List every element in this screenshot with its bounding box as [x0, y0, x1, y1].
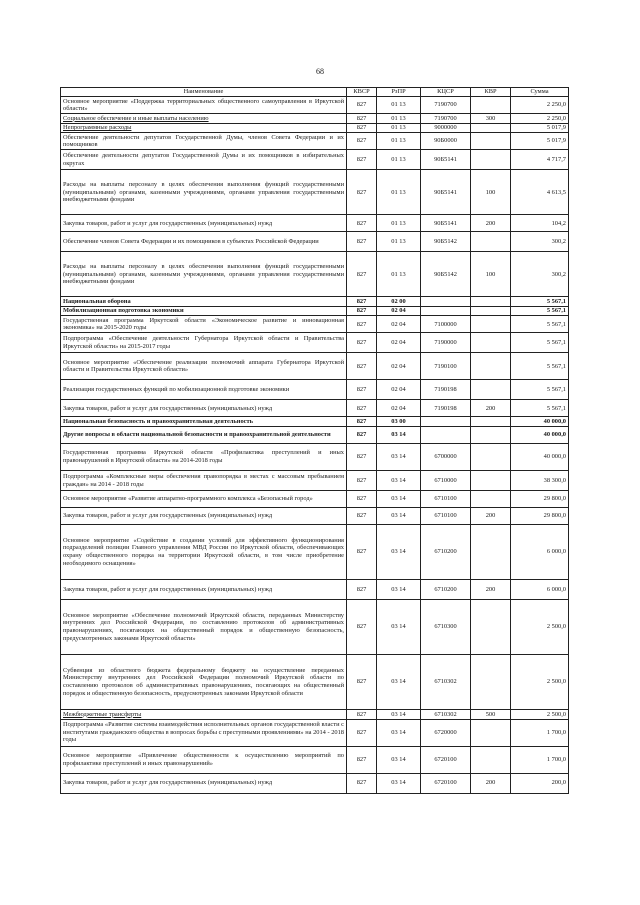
cell-kvsr: 827 [347, 491, 377, 508]
row-name-text: Основное мероприятие «Поддержка территориальных общественного самоуправления в Иркутской области» [63, 97, 344, 113]
cell-kvsr: 827 [347, 417, 377, 427]
cell-sum: 5 567,1 [511, 353, 569, 380]
cell-name [61, 316, 347, 333]
cell-kvr: 200 [471, 580, 511, 600]
cell-sum: 2 250,0 [511, 114, 569, 124]
cell-kvsr: 827 [347, 97, 377, 114]
cell-sum: 5 017,9 [511, 123, 569, 133]
row-name-text: Другие вопросы в области национальной безопасности и правоохранительной деятельности [63, 431, 331, 439]
cell-kvr [471, 97, 511, 114]
cell-kvr: 500 [471, 710, 511, 720]
table-row [61, 114, 569, 124]
budget-table [60, 87, 569, 794]
cell-name [61, 400, 347, 417]
cell-rzpr: 03 14 [377, 444, 421, 471]
cell-rzpr: 03 14 [377, 525, 421, 580]
cell-rzpr: 02 04 [377, 306, 421, 316]
cell-kvr [471, 525, 511, 580]
cell-rzpr: 03 14 [377, 655, 421, 710]
cell-kcsr: 6710100 [421, 508, 471, 525]
cell-rzpr: 01 13 [377, 252, 421, 297]
cell-name [61, 114, 347, 124]
row-name-text: Закупка товаров, работ и услуг для государственных (муниципальных) нужд [63, 779, 273, 787]
cell-kvr [471, 306, 511, 316]
cell-kcsr: 90Б5141 [421, 150, 471, 170]
table-row [61, 380, 569, 400]
cell-kvsr: 827 [347, 114, 377, 124]
cell-kcsr: 90Б5142 [421, 252, 471, 297]
row-name-text: Закупка товаров, работ и услуг для государственных (муниципальных) нужд [63, 219, 273, 227]
cell-name [61, 746, 347, 773]
cell-rzpr: 01 13 [377, 232, 421, 252]
cell-sum: 40 000,0 [511, 417, 569, 427]
cell-rzpr: 01 13 [377, 215, 421, 232]
row-name-text: Государственная программа Иркутской области «Экономическое развитие и инновационная экономика» на 2015-2020 годы [63, 316, 344, 332]
cell-kvsr: 827 [347, 746, 377, 773]
cell-kvr [471, 123, 511, 133]
table-row [61, 297, 569, 307]
row-name-text: Закупка товаров, работ и услуг для государственных (муниципальных) нужд [63, 585, 273, 593]
cell-name [61, 525, 347, 580]
table-row [61, 580, 569, 600]
cell-sum: 6 000,0 [511, 580, 569, 600]
cell-name [61, 580, 347, 600]
row-name-text: Мобилизационная подготовка экономики [63, 307, 184, 315]
cell-sum: 38 300,0 [511, 471, 569, 491]
row-name-text: Закупка товаров, работ и услуг для государственных (муниципальных) нужд [63, 404, 273, 412]
table-row [61, 773, 569, 793]
cell-kvr [471, 297, 511, 307]
header-sum: Сумма [511, 88, 569, 97]
cell-kvr [471, 333, 511, 353]
cell-name [61, 491, 347, 508]
cell-sum: 5 567,1 [511, 297, 569, 307]
row-name-text: Основное мероприятие «Обеспечение реализации полномочий аппарата Губернатора Иркутской области и Правительства Иркутской области» [63, 358, 344, 374]
cell-kcsr: 6720000 [421, 719, 471, 746]
cell-sum: 300,2 [511, 252, 569, 297]
row-name-text: Основное мероприятие «Привлечение общественности к осуществлению мероприятий по профилактике преступлений и иных правонарушений» [63, 752, 344, 767]
row-name-text: Закупка товаров, работ и услуг для государственных (муниципальных) нужд [63, 512, 273, 520]
cell-kcsr: 6720100 [421, 773, 471, 793]
cell-rzpr: 03 14 [377, 719, 421, 746]
cell-kcsr: 7190198 [421, 380, 471, 400]
cell-kcsr: 7190100 [421, 353, 471, 380]
cell-kvr [471, 600, 511, 655]
cell-kvsr: 827 [347, 252, 377, 297]
row-name-text: Межбюджетные трансферты [63, 710, 142, 718]
cell-kcsr: 7190000 [421, 333, 471, 353]
header-kcsr: КЦСР [421, 88, 471, 97]
cell-kcsr: 90Б5141 [421, 170, 471, 215]
cell-kvsr: 827 [347, 232, 377, 252]
header-kvr: КВР [471, 88, 511, 97]
cell-rzpr: 02 00 [377, 297, 421, 307]
cell-kvsr: 827 [347, 400, 377, 417]
cell-kcsr [421, 297, 471, 307]
cell-rzpr: 02 04 [377, 353, 421, 380]
table-row [61, 215, 569, 232]
cell-sum: 5 567,1 [511, 400, 569, 417]
cell-sum: 4 613,5 [511, 170, 569, 215]
cell-kcsr [421, 427, 471, 444]
cell-name [61, 508, 347, 525]
cell-name [61, 252, 347, 297]
cell-kcsr: 90Б5141 [421, 215, 471, 232]
cell-name [61, 471, 347, 491]
cell-kcsr: 90Б5142 [421, 232, 471, 252]
cell-kvr [471, 746, 511, 773]
cell-name [61, 353, 347, 380]
row-name-text: Обеспечение деятельности депутатов Государственной Думы и их помощников в избирательных округах [63, 152, 344, 167]
cell-sum: 104,2 [511, 215, 569, 232]
cell-sum: 5 567,1 [511, 333, 569, 353]
cell-kcsr: 7190700 [421, 114, 471, 124]
cell-sum: 300,2 [511, 232, 569, 252]
cell-rzpr: 03 14 [377, 580, 421, 600]
cell-name [61, 133, 347, 150]
cell-kvr: 300 [471, 114, 511, 124]
cell-rzpr: 03 14 [377, 491, 421, 508]
header-rzpr: РзПР [377, 88, 421, 97]
row-name-text: Подпрограмма «Комплексные меры обеспечения правопорядка в местах с массовым пребыванием граждан» на 2014 - 2018 годы [63, 472, 344, 488]
table-row [61, 444, 569, 471]
cell-kvsr: 827 [347, 444, 377, 471]
cell-kvsr: 827 [347, 508, 377, 525]
row-name-text: Основное мероприятие «Обеспечение полномочий Иркутской области, переданных Министерству внутренних дел Российской Федерации, по составлению протоколов об административных правонарушениях, посягающих на общественный порядок и общественную безопасность, предусмотренных законами Иркутской области» [63, 611, 344, 642]
cell-kcsr: 6710100 [421, 491, 471, 508]
table-row [61, 316, 569, 333]
cell-sum: 200,0 [511, 773, 569, 793]
cell-kvr [471, 427, 511, 444]
cell-kcsr: 9000000 [421, 123, 471, 133]
table-row [61, 306, 569, 316]
table-row [61, 525, 569, 580]
row-name-text: Непрограммные расходы [63, 124, 132, 132]
cell-name [61, 150, 347, 170]
cell-kvr [471, 719, 511, 746]
table-row [61, 232, 569, 252]
row-name-text: Расходы на выплаты персоналу в целях обеспечения выполнения функций государственными (муниципальными) органами, казенными учреждениями, органами управления государственными внебюджетными фондами [63, 262, 344, 286]
cell-kcsr: 6720100 [421, 746, 471, 773]
cell-kvsr: 827 [347, 150, 377, 170]
cell-name [61, 427, 347, 444]
table-row [61, 353, 569, 380]
cell-sum: 1 700,0 [511, 746, 569, 773]
cell-kcsr: 6710302 [421, 655, 471, 710]
cell-sum: 1 700,0 [511, 719, 569, 746]
cell-sum: 2 250,0 [511, 97, 569, 114]
cell-name [61, 773, 347, 793]
cell-name [61, 232, 347, 252]
cell-kvr: 100 [471, 170, 511, 215]
cell-sum: 29 800,0 [511, 491, 569, 508]
cell-kvr [471, 316, 511, 333]
table-row [61, 133, 569, 150]
cell-rzpr: 01 13 [377, 114, 421, 124]
cell-kvr [471, 150, 511, 170]
cell-rzpr: 03 14 [377, 773, 421, 793]
table-row [61, 170, 569, 215]
cell-kcsr: 6710200 [421, 580, 471, 600]
cell-name [61, 600, 347, 655]
cell-kvsr: 827 [347, 215, 377, 232]
cell-kvsr: 827 [347, 133, 377, 150]
cell-kcsr [421, 306, 471, 316]
cell-rzpr: 03 14 [377, 746, 421, 773]
cell-kcsr: 6710302 [421, 710, 471, 720]
cell-kvsr: 827 [347, 123, 377, 133]
cell-rzpr: 01 13 [377, 170, 421, 215]
table-row [61, 400, 569, 417]
row-name-text: Подпрограмма «Развитие системы взаимодействия исполнительных органов государственной власти с институтами гражданского общества в вопросах борьбы с преступными проявлениями» на 2014 - 2018 годы [63, 721, 344, 744]
cell-kvsr: 827 [347, 333, 377, 353]
cell-sum: 40 000,0 [511, 444, 569, 471]
cell-name [61, 97, 347, 114]
table-row [61, 719, 569, 746]
page-number: 68 [316, 67, 324, 76]
cell-kvsr: 827 [347, 316, 377, 333]
cell-kcsr: 90Б0000 [421, 133, 471, 150]
row-name-text: Основное мероприятие «Содействие в создании условий для эффективного функционирования подразделений полиции Главного управления МВД России по Иркутской области, обеспечивающих охрану общественного порядка на территории Иркутской области, в том числе приобретение необходимого оснащения» [63, 536, 344, 567]
row-name-text: Основное мероприятие «Развитие аппаратно-программного комплекса «Безопасный город» [63, 495, 313, 503]
cell-kvr: 200 [471, 508, 511, 525]
cell-rzpr: 01 13 [377, 150, 421, 170]
cell-kcsr [421, 417, 471, 427]
row-name-text: Социальное обеспечение и иные выплаты населению [63, 114, 209, 122]
table-row [61, 710, 569, 720]
cell-sum: 5 567,1 [511, 316, 569, 333]
row-name-text: Обеспечение деятельности депутатов Государственной Думы, членов Совета Федерации и их помощников [63, 133, 344, 149]
cell-kvr: 200 [471, 773, 511, 793]
cell-kvsr: 827 [347, 297, 377, 307]
cell-kvsr: 827 [347, 580, 377, 600]
table-row [61, 471, 569, 491]
cell-name [61, 215, 347, 232]
cell-kvsr: 827 [347, 655, 377, 710]
cell-name [61, 444, 347, 471]
table-row [61, 252, 569, 297]
cell-sum: 40 000,0 [511, 427, 569, 444]
cell-sum: 2 500,0 [511, 710, 569, 720]
cell-rzpr: 01 13 [377, 133, 421, 150]
cell-rzpr: 03 14 [377, 508, 421, 525]
table-row [61, 746, 569, 773]
cell-rzpr: 02 04 [377, 380, 421, 400]
table-row [61, 600, 569, 655]
cell-kcsr: 6710300 [421, 600, 471, 655]
header-kvsr: КВСР [347, 88, 377, 97]
cell-rzpr: 02 04 [377, 400, 421, 417]
cell-sum: 2 500,0 [511, 600, 569, 655]
row-name-text: Национальная безопасность и правоохранительная деятельность [63, 417, 254, 425]
cell-sum: 5 567,1 [511, 380, 569, 400]
cell-rzpr: 01 13 [377, 97, 421, 114]
table-row [61, 123, 569, 133]
cell-kcsr: 7190700 [421, 97, 471, 114]
cell-kvr [471, 353, 511, 380]
table-row [61, 417, 569, 427]
cell-kvr: 100 [471, 252, 511, 297]
cell-sum: 5 567,1 [511, 306, 569, 316]
cell-rzpr: 02 04 [377, 333, 421, 353]
table-row [61, 97, 569, 114]
cell-sum: 6 000,0 [511, 525, 569, 580]
cell-kvsr: 827 [347, 773, 377, 793]
row-name-text: Национальная оборона [63, 297, 131, 305]
cell-kcsr: 7100000 [421, 316, 471, 333]
cell-kvr [471, 444, 511, 471]
row-name-text: Реализация государственных функций по мобилизационной подготовке экономики [63, 386, 290, 394]
cell-name [61, 170, 347, 215]
cell-kvsr: 827 [347, 600, 377, 655]
table-body [61, 97, 569, 794]
cell-rzpr: 01 13 [377, 123, 421, 133]
cell-sum: 4 717,7 [511, 150, 569, 170]
cell-name [61, 123, 347, 133]
cell-rzpr: 03 00 [377, 417, 421, 427]
table-row [61, 427, 569, 444]
cell-sum: 2 500,0 [511, 655, 569, 710]
cell-kvr: 200 [471, 400, 511, 417]
cell-name [61, 710, 347, 720]
cell-kvsr: 827 [347, 170, 377, 215]
cell-kvr [471, 133, 511, 150]
cell-kvsr: 827 [347, 306, 377, 316]
table-header-row [61, 88, 569, 97]
cell-kvsr: 827 [347, 710, 377, 720]
table-row [61, 491, 569, 508]
cell-kcsr: 6710200 [421, 525, 471, 580]
cell-kcsr: 6700000 [421, 444, 471, 471]
cell-kvr [471, 417, 511, 427]
cell-rzpr: 03 14 [377, 427, 421, 444]
row-name-text: Субвенция из областного бюджета федеральному бюджету на осуществление переданных Министерству внутренних дел Российской Федерации полномочий Иркутской области по составлению протоколов об административных правонарушениях, посягающих на общественный порядок и общественную безопасность, предусмотренных законами Иркутской области [63, 666, 344, 697]
cell-kvsr: 827 [347, 525, 377, 580]
header-name: Наименование [61, 88, 347, 97]
cell-sum: 29 800,0 [511, 508, 569, 525]
cell-name [61, 297, 347, 307]
cell-kvsr: 827 [347, 719, 377, 746]
cell-kvsr: 827 [347, 471, 377, 491]
cell-name [61, 719, 347, 746]
cell-name [61, 306, 347, 316]
cell-sum: 5 017,9 [511, 133, 569, 150]
cell-kvsr: 827 [347, 380, 377, 400]
row-name-text: Подпрограмма «Обеспечение деятельности Губернатора Иркутской области и Правительства Иркутской области» на 2015-2017 годы [63, 335, 344, 350]
cell-kvr: 200 [471, 215, 511, 232]
cell-kcsr: 7190198 [421, 400, 471, 417]
cell-kvr [471, 232, 511, 252]
cell-rzpr: 03 14 [377, 710, 421, 720]
cell-name [61, 380, 347, 400]
cell-kvr [471, 380, 511, 400]
cell-kvr [471, 655, 511, 710]
cell-kvr [471, 471, 511, 491]
row-name-text: Обеспечение членов Совета Федерации и их помощников в субъектах Российской Федерации [63, 238, 319, 245]
cell-kvsr: 827 [347, 427, 377, 444]
table-row [61, 333, 569, 353]
table-row [61, 508, 569, 525]
cell-rzpr: 03 14 [377, 600, 421, 655]
table-row [61, 655, 569, 710]
cell-name [61, 655, 347, 710]
table-row [61, 150, 569, 170]
cell-name [61, 417, 347, 427]
row-name-text: Расходы на выплаты персоналу в целях обеспечения выполнения функций государственными (муниципальными) органами, казенными учреждениями, органами управления государственными внебюджетными фондами [63, 180, 344, 204]
cell-rzpr: 03 14 [377, 471, 421, 491]
cell-kvsr: 827 [347, 353, 377, 380]
cell-name [61, 333, 347, 353]
cell-kcsr: 6710000 [421, 471, 471, 491]
row-name-text: Государственная программа Иркутской области «Профилактика преступлений и иных правонарушений в Иркутской области» на 2014-2018 годы [63, 449, 344, 465]
cell-rzpr: 02 04 [377, 316, 421, 333]
cell-kvr [471, 491, 511, 508]
